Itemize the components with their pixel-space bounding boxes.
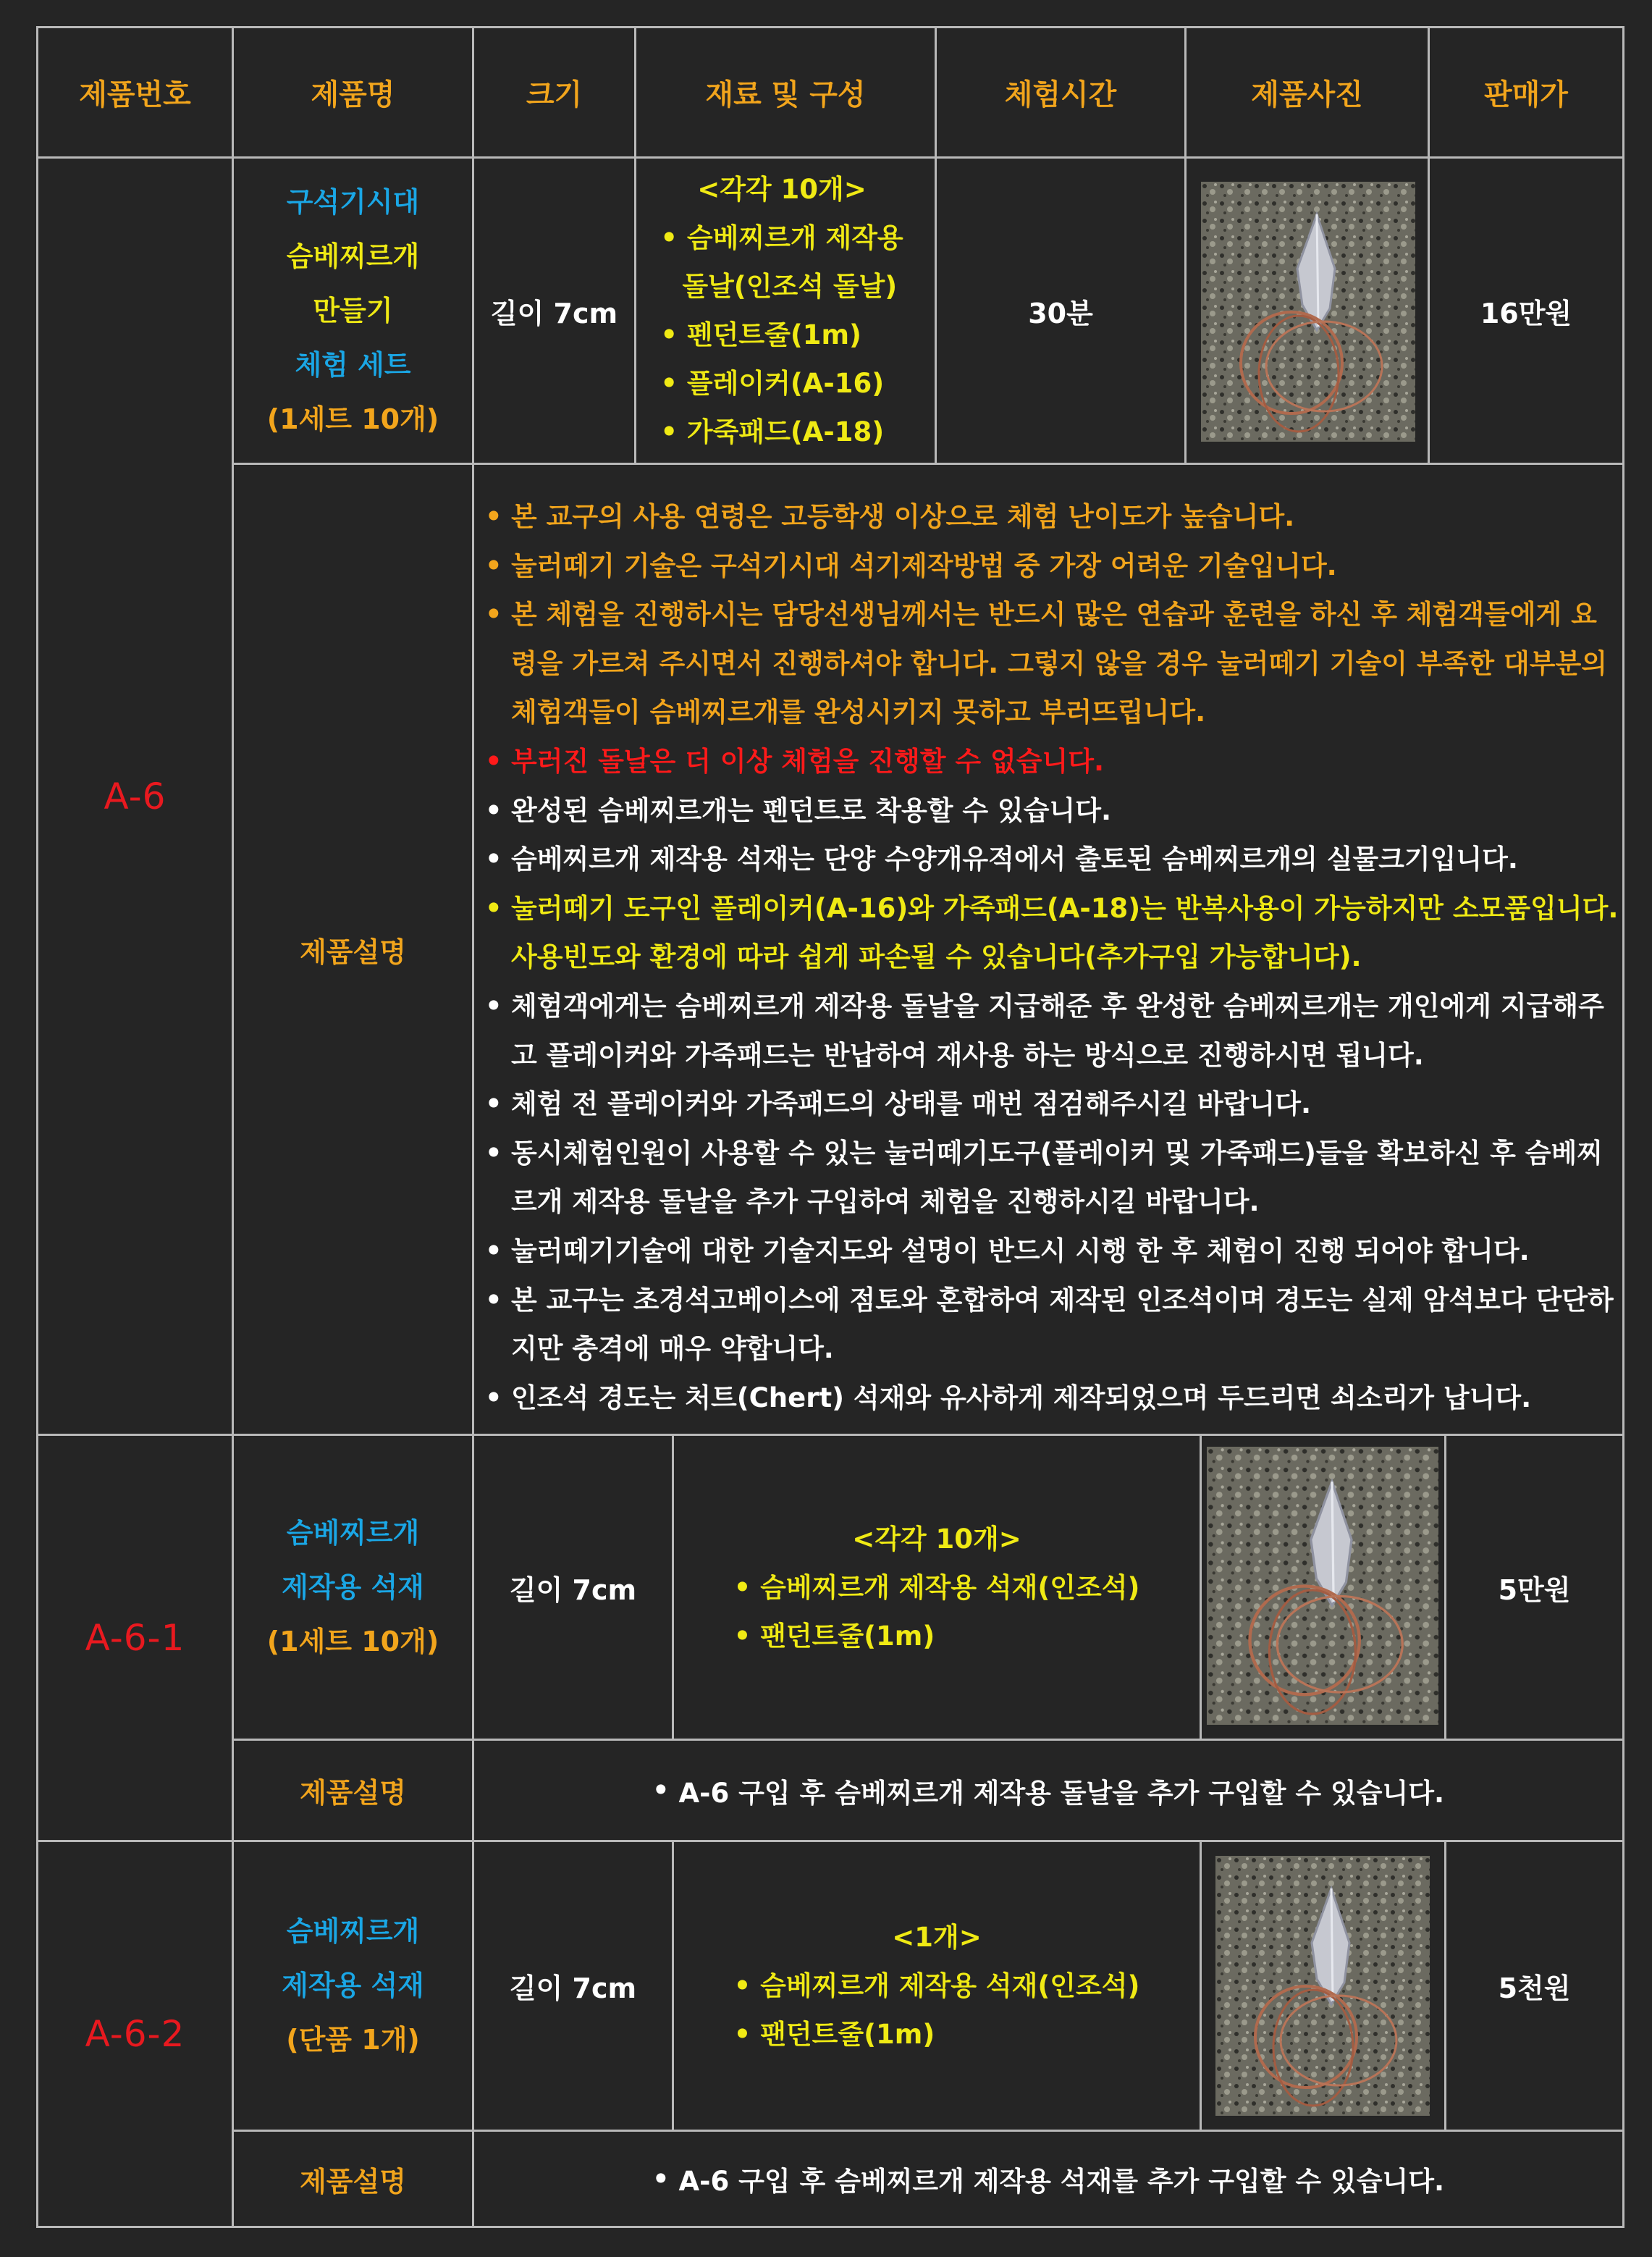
bullet-dot: • (485, 1137, 502, 1169)
product-code-a6: A-6 (104, 775, 167, 818)
description-text: 부러진 돌날은 더 이상 체험을 진행할 수 없습니다. (511, 745, 1105, 777)
name-line: 슴베찌르개 (286, 1915, 420, 1947)
header-photo: 제품사진 (1251, 78, 1363, 112)
bullet-dot: • (485, 599, 502, 631)
description-text: 인조석 경도는 처트(Chert) 석재와 유사하게 제작되었으며 두드리면 쇠소리가 납니다. (511, 1382, 1532, 1413)
header-product-number: 제품번호 (79, 78, 191, 112)
description-item (485, 982, 1622, 1080)
description-item (485, 1129, 1622, 1227)
price-a61: 5만원 (1498, 1573, 1571, 1606)
product-code-a61: A-6-1 (85, 1617, 185, 1659)
description-text: 동시체험인원이 사용할 수 있는 눌러떼기도구(플레이커 및 가죽패드)들을 확보하신 후 슴베찌르개 제작용 돌날을 추가 구입하여 체험을 진행하시길 바랍니다. (511, 1137, 1603, 1218)
description-item (485, 1227, 1622, 1276)
material-item: • 플레이커(A-16) (660, 368, 885, 399)
description-list-a6 (485, 492, 1622, 1422)
grid-line (1200, 1434, 1202, 1741)
material-item: • 가죽패드(A-18) (660, 416, 885, 447)
product-name-a6 (234, 159, 472, 463)
product-name-a61 (234, 1436, 472, 1739)
name-line: (1세트 10개) (266, 1625, 439, 1657)
description-item (485, 737, 1622, 786)
size-a61: 길이 7cm (509, 1573, 637, 1606)
description-item (485, 590, 1622, 737)
size-a62: 길이 7cm (509, 1972, 637, 2004)
name-line: (단품 1개) (286, 2024, 420, 2056)
bullet-dot: • (485, 1382, 502, 1413)
description-text: 본 교구는 초경석고베이스에 점토와 혼합하여 제작된 인조석이며 경도는 실제 암석보다 단단하지만 충격에 매우 약합니다. (511, 1284, 1614, 1365)
desc-label-a62: 제품설명 (300, 2165, 406, 2198)
description-text: 완성된 슴베찌르개는 펜던트로 착용할 수 있습니다. (511, 794, 1112, 826)
description-item (485, 1276, 1622, 1374)
material-a61 (674, 1436, 1200, 1739)
header-product-name: 제품명 (311, 78, 395, 112)
header-material: 재료 및 구성 (705, 78, 866, 112)
description-item (485, 786, 1622, 836)
grid-line (1622, 26, 1624, 2228)
bullet-dot: • (485, 1284, 502, 1316)
bullet-dot: • (485, 550, 502, 581)
name-line: (1세트 10개) (266, 403, 439, 435)
bullet-dot: • (485, 990, 502, 1022)
bullet-dot: • (485, 745, 502, 777)
material-title: <각각 10개> (852, 1523, 1021, 1555)
material-item: • 슴베찌르개 제작용 석재(인조석) (733, 1970, 1140, 2001)
description-text: 슴베찌르개 제작용 석재는 단양 수양개유적에서 출토된 슴베찌르개의 실물크기입니다. (511, 844, 1518, 875)
spearhead-pendant-icon (1215, 1856, 1430, 2116)
product-photo-a6 (1201, 182, 1415, 442)
bullet-dot: • (485, 892, 502, 924)
description-item (485, 1374, 1622, 1423)
material-item: • 슴베찌르개 제작용 (660, 222, 903, 253)
description-text: 눌러떼기기술에 대한 기술지도와 설명이 반드시 시행 한 후 체험이 진행 되어야 합니다. (511, 1235, 1530, 1266)
name-line: 구석기시대 (286, 185, 420, 218)
bullet-dot: • (485, 1088, 502, 1120)
spearhead-pendant-icon (1207, 1447, 1438, 1725)
product-name-a62 (234, 1842, 472, 2130)
description-item (485, 542, 1622, 591)
material-item: • 슴베찌르개 제작용 석재(인조석) (733, 1571, 1140, 1603)
name-line: 제작용 석재 (282, 1970, 424, 2001)
bullet-dot: • (485, 844, 502, 875)
grid-line (36, 2226, 1624, 2228)
size-a6: 길이 7cm (490, 297, 618, 329)
product-code-a62: A-6-2 (85, 2013, 185, 2055)
name-line: 만들기 (313, 294, 393, 327)
price-a62: 5천원 (1498, 1972, 1571, 2004)
product-photo-a61 (1207, 1447, 1438, 1725)
description-text: 눌러떼기 도구인 플레이커(A-16)와 가죽패드(A-18)는 반복사용이 가능하지만 소모품입니다. 사용빈도와 환경에 따라 쉽게 파손될 수 있습니다(추가구입 가능합니다). (511, 892, 1619, 973)
description-item (485, 1080, 1622, 1129)
description-item (485, 884, 1622, 982)
description-a62: • A-6 구입 후 슴베찌르개 제작용 석재를 추가 구입할 수 있습니다. (652, 2163, 1445, 2197)
time-a6: 30분 (1028, 297, 1093, 329)
material-title: <1개> (892, 1922, 982, 1953)
name-line: 체험 세트 (295, 348, 411, 381)
name-line: 슴베찌르개 (286, 240, 420, 272)
product-photo-a62 (1215, 1856, 1430, 2116)
name-line: 제작용 석재 (282, 1571, 424, 1603)
price-a6: 16만원 (1480, 297, 1572, 329)
description-item (485, 835, 1622, 884)
material-item: 돌날(인조석 돌날) (682, 271, 898, 302)
description-a61: • A-6 구입 후 슴베찌르개 제작용 돌날을 추가 구입할 수 있습니다. (652, 1775, 1445, 1809)
material-item: • 팬던트줄(1m) (733, 2019, 935, 2050)
description-text: 체험객에게는 슴베찌르개 제작용 돌날을 지급해준 후 완성한 슴베찌르개는 개인에게 지급해주고 플레이커와 가죽패드는 반납하여 재사용 하는 방식으로 진행하시면 됩니다. (511, 990, 1604, 1071)
description-item (485, 492, 1622, 542)
header-time: 체험시간 (1004, 78, 1117, 112)
material-a6 (636, 159, 935, 463)
bullet-dot: • (485, 501, 502, 532)
grid-line (1200, 1840, 1202, 2132)
desc-label-a6: 제품설명 (300, 936, 406, 968)
spearhead-pendant-icon (1201, 182, 1415, 442)
description-text: 본 교구의 사용 연령은 고등학생 이상으로 체험 난이도가 높습니다. (511, 501, 1295, 532)
name-line: 슴베찌르개 (286, 1516, 420, 1549)
material-a62 (674, 1842, 1200, 2130)
material-title: <각각 10개> (697, 174, 867, 205)
header-price: 판매가 (1484, 78, 1568, 112)
bullet-dot: • (485, 794, 502, 826)
description-text: 체험 전 플레이커와 가죽패드의 상태를 매번 점검해주시길 바랍니다. (511, 1088, 1311, 1120)
desc-label-a61: 제품설명 (300, 1777, 406, 1809)
header-size: 크기 (526, 78, 583, 112)
material-item: • 팬던트줄(1m) (733, 1620, 935, 1652)
bullet-dot: • (485, 1235, 502, 1266)
description-text: 눌러떼기 기술은 구석기시대 석기제작방법 중 가장 어려운 기술입니다. (511, 550, 1337, 581)
description-text: 본 체험을 진행하시는 담당선생님께서는 반드시 많은 연습과 훈련을 하신 후 체험객들에게 요령을 가르쳐 주시면서 진행하셔야 합니다. 그렇지 않을 경우 눌러떼기 기술이 부족한 대부분의 체험객들이 슴베찌르개를 완성시키지 못하고 부러뜨립니다. (511, 599, 1607, 728)
material-item: • 펜던트줄(1m) (660, 319, 861, 350)
